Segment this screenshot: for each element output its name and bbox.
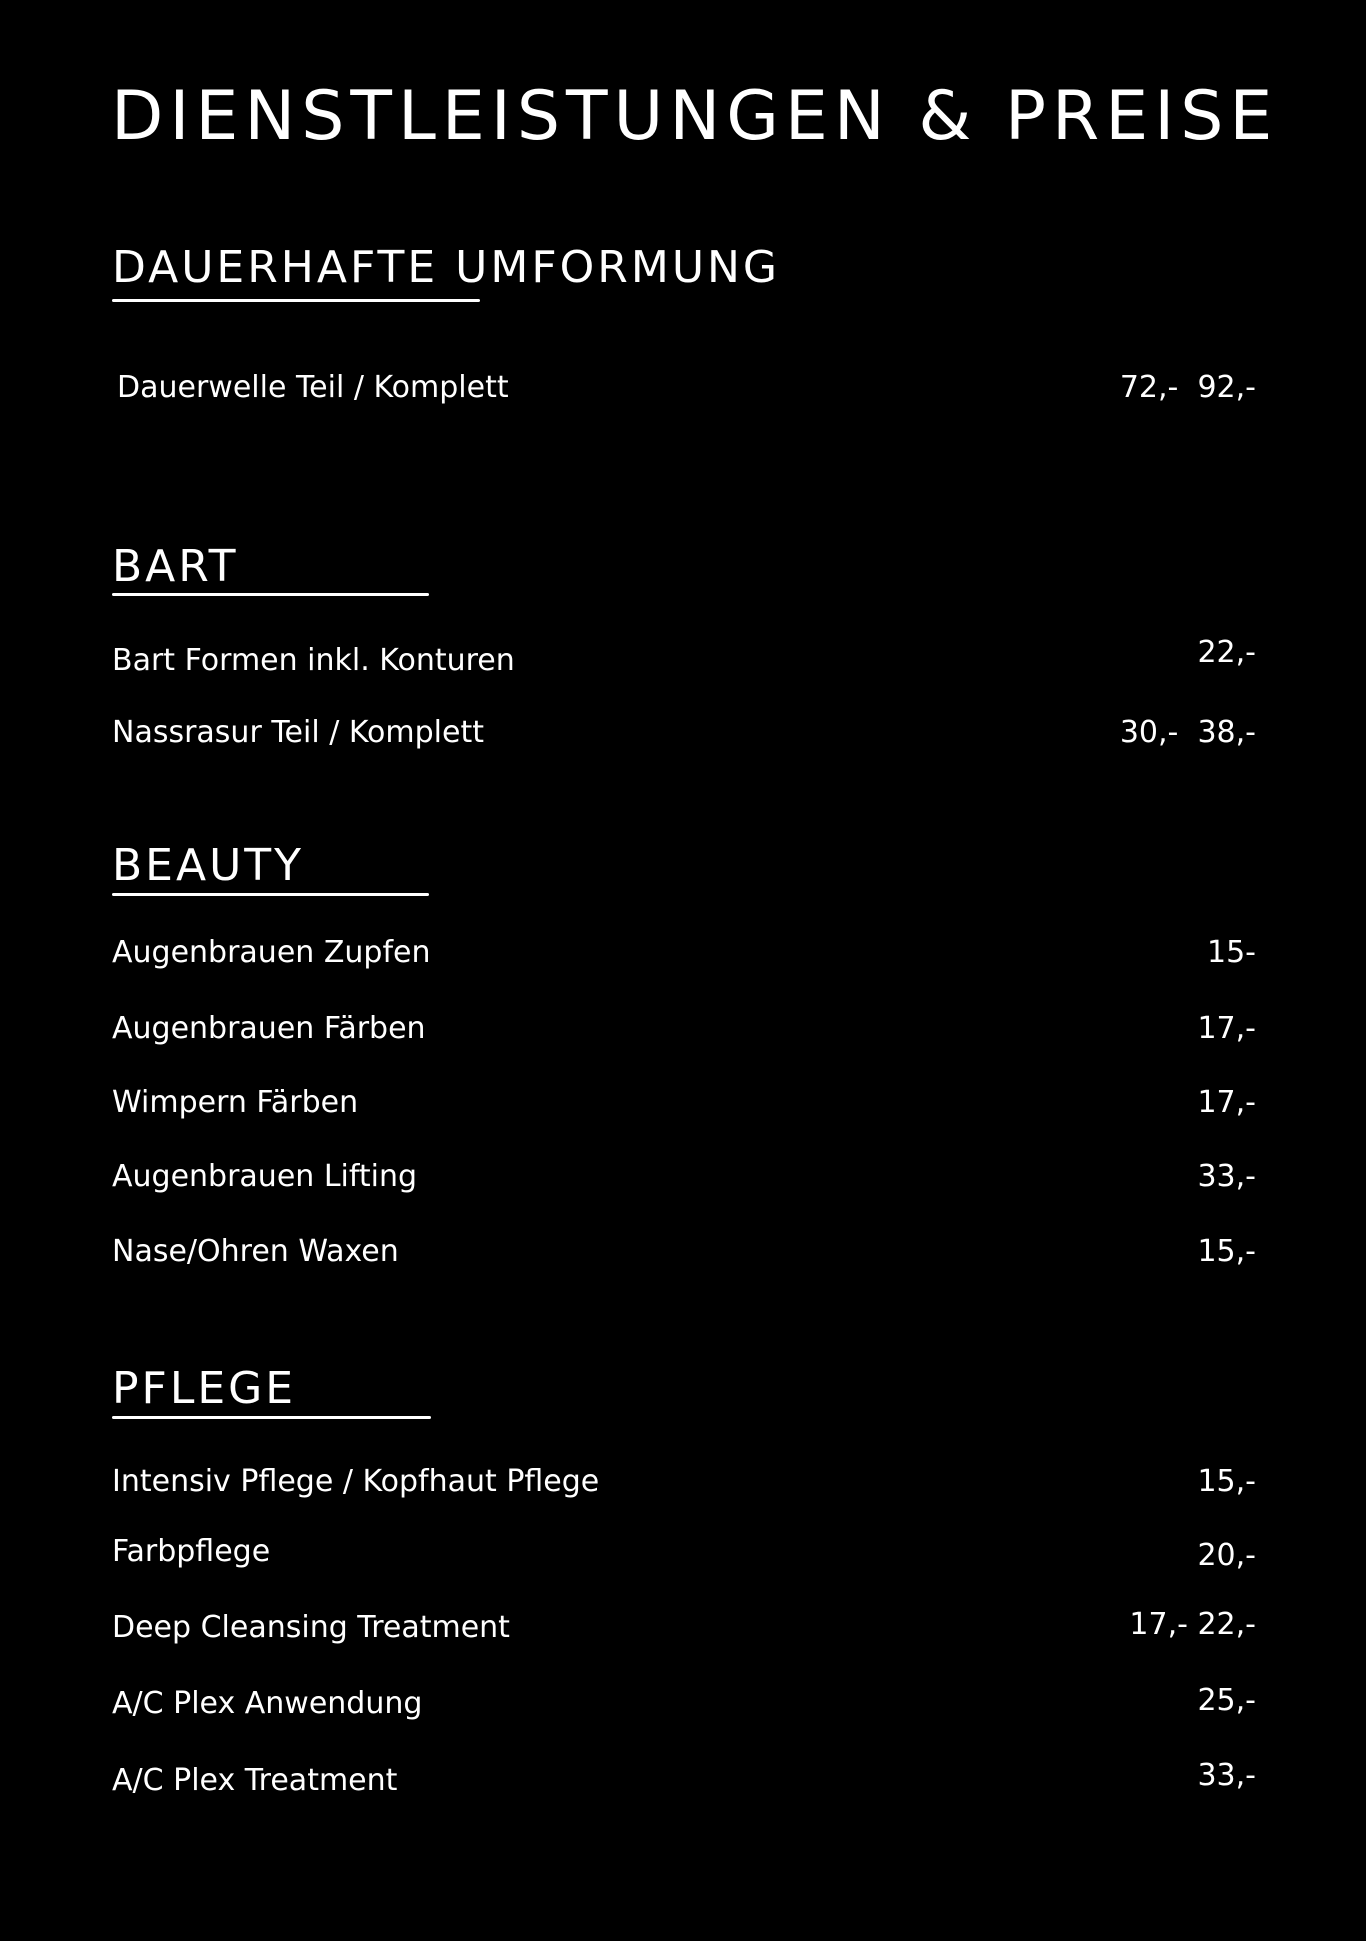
item-name: Bart Formen inkl. Konturen [112,643,515,678]
item-price: 25,- [1197,1683,1256,1718]
list-item [112,711,1256,755]
section-title-dauerhafte-umformung: DAUERHAFTE UMFORMUNG [112,242,781,293]
list-item [112,1081,1256,1125]
item-name: A/C Plex Treatment [112,1763,398,1798]
item-price: 17,- [1197,1011,1256,1046]
list-item [112,1530,1256,1574]
list-item [112,1606,1256,1650]
section-title-bart: BART [112,541,239,592]
item-name: Dauerwelle Teil / Komplett [117,370,509,405]
item-name: Nassrasur Teil / Komplett [112,715,484,750]
item-price: 20,- [1197,1538,1256,1573]
list-item [112,1155,1256,1199]
item-price: 72,- 92,- [1119,370,1256,405]
item-name: Nase/Ohren Waxen [112,1234,399,1269]
list-item [112,931,1256,975]
list-item [112,1007,1256,1051]
list-item [112,1460,1256,1504]
item-price: 15,- [1197,1464,1256,1499]
item-name: Augenbrauen Färben [112,1011,426,1046]
list-item [112,1230,1256,1274]
item-price: 17,- [1197,1085,1256,1120]
section-underline [112,893,429,896]
item-price: 15- [1207,935,1256,970]
section-underline [112,1416,431,1419]
item-price: 33,- [1197,1159,1256,1194]
list-item [112,366,1256,410]
item-price: 22,- [1197,635,1256,670]
item-price: 33,- [1197,1758,1256,1793]
item-name: Deep Cleansing Treatment [112,1610,510,1645]
item-name: Augenbrauen Lifting [112,1159,418,1194]
item-name: Wimpern Färben [112,1085,359,1120]
item-name: Farbpflege [112,1534,271,1569]
page-title: DIENSTLEISTUNGEN & PREISE [111,77,1279,156]
section-title-beauty: BEAUTY [112,840,305,891]
item-price: 17,- 22,- [1129,1607,1256,1642]
list-item [112,1759,1256,1803]
item-name: Intensiv Pflege / Kopfhaut Pflege [112,1464,600,1499]
section-underline [112,299,480,302]
item-price: 30,- 38,- [1119,715,1256,750]
list-item [112,1682,1256,1726]
item-name: A/C Plex Anwendung [112,1686,423,1721]
list-item [112,635,1256,683]
item-price: 15,- [1197,1234,1256,1269]
section-title-pflege: PFLEGE [112,1363,297,1414]
item-name: Augenbrauen Zupfen [112,935,431,970]
section-underline [112,593,429,596]
